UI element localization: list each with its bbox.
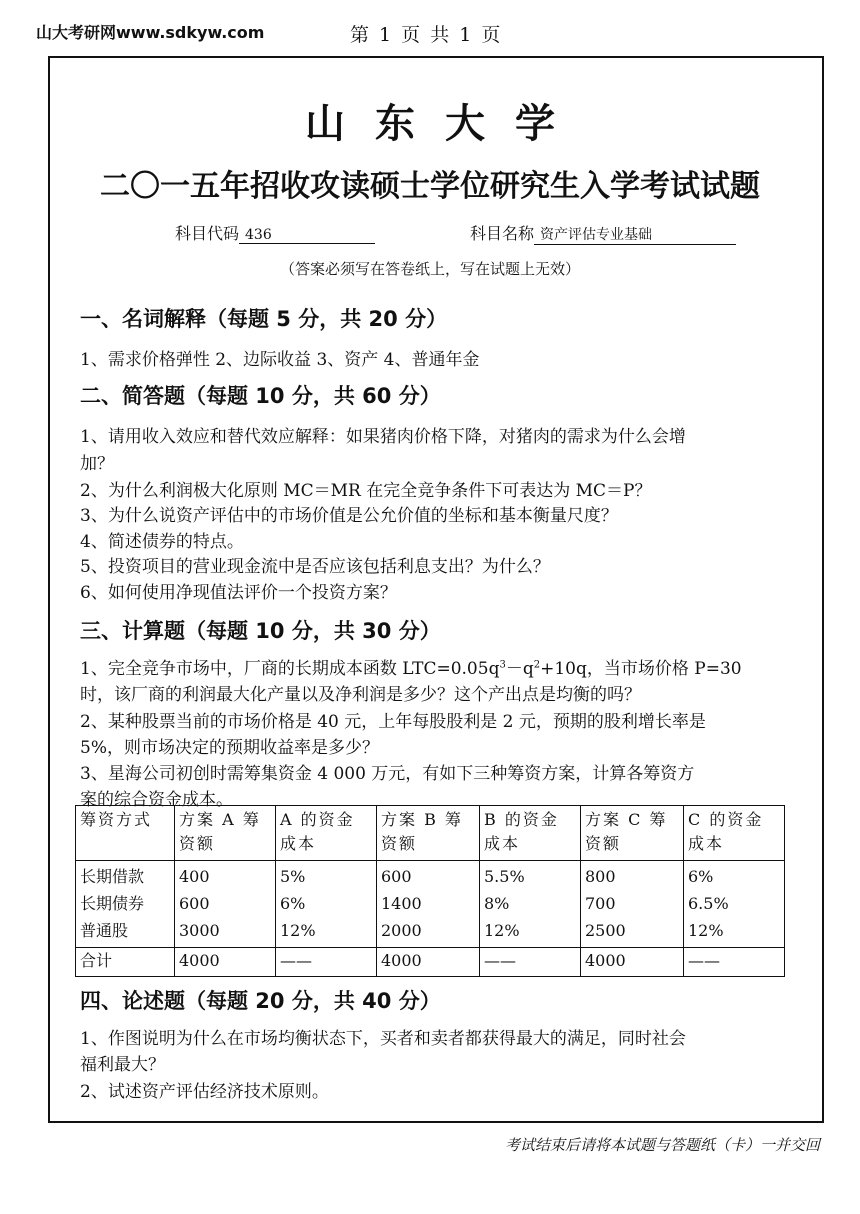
table-cell: 合计 xyxy=(76,948,175,977)
section-2-q3: 3、为什么说资产评估中的市场价值是公允价值的坐标和基本衡量尺度？ xyxy=(80,506,618,526)
q1-sup-3: 3 xyxy=(499,659,506,671)
subject-code-value: 436 xyxy=(239,227,375,244)
table-cell: 800 xyxy=(585,867,616,886)
table-col-a-amount xyxy=(175,861,276,948)
table-col-method xyxy=(76,861,175,948)
table-cell: 12% xyxy=(280,921,316,940)
table-cell: 5.5% xyxy=(484,867,525,886)
section-3-q1-line2: 时，该厂商的利润最大化产量以及净利润是多少？这个产出点是均衡的吗？ xyxy=(80,685,641,705)
section-3-q1-line1 xyxy=(80,654,742,679)
table-col-b-cost xyxy=(480,861,581,948)
q1-text-c: +10q，当市场价格 P=30 xyxy=(540,659,742,679)
table-cell: 长期借款 xyxy=(80,867,145,886)
table-cell: 8% xyxy=(484,894,510,913)
table-cell: 2000 xyxy=(381,921,422,940)
table-cell: 普通股 xyxy=(80,921,129,940)
table-header-cell: B 的资金成本 xyxy=(480,806,581,861)
financing-table xyxy=(75,805,785,977)
table-header-cell: 方案 B 筹资额 xyxy=(377,806,480,861)
table-header-cell: 方案 C 筹资额 xyxy=(581,806,684,861)
table-header-cell: A 的资金成本 xyxy=(276,806,377,861)
subject-code-label: 科目代码 xyxy=(175,224,240,243)
section-3-q2-line1: 2、某种股票当前的市场价格是 40 元，上年每股股利是 2 元，预期的股利增长率是 xyxy=(80,712,706,732)
table-cell: 4000 xyxy=(377,948,480,977)
subject-name-value: 资产评估专业基础 xyxy=(534,224,736,245)
table-header-row xyxy=(76,806,785,861)
table-cell: —— xyxy=(684,948,785,977)
table-cell: 5% xyxy=(280,867,306,886)
section-1-title: 一、名词解释（每题 5 分，共 20 分） xyxy=(80,307,448,331)
section-4-title: 四、论述题（每题 20 分，共 40 分） xyxy=(80,989,441,1013)
table-col-a-cost xyxy=(276,861,377,948)
table-cell: 700 xyxy=(585,894,616,913)
table-cell: 12% xyxy=(484,921,520,940)
section-2-q6: 6、如何使用净现值法评价一个投资方案？ xyxy=(80,583,397,603)
table-cell: 400 xyxy=(179,867,210,886)
table-header-cell: 筹资方式 xyxy=(76,806,175,861)
table-cell: —— xyxy=(276,948,377,977)
section-4-q1-line1: 1、作图说明为什么在市场均衡状态下，买者和卖者都获得最大的满足，同时社会 xyxy=(80,1029,686,1049)
table-col-b-amount xyxy=(377,861,480,948)
footer-note: 考试结束后请将本试题与答题纸（卡）一并交回 xyxy=(504,1136,820,1154)
section-2-q1-line2: 加？ xyxy=(80,454,114,474)
q1-sup-2: 2 xyxy=(533,659,541,671)
section-3-q3-line1: 3、星海公司初创时需筹集资金 4 000 万元，有如下三种筹资方案，计算各筹资方 xyxy=(80,764,695,784)
table-col-c-amount xyxy=(581,861,684,948)
page-number: 第 1 页 共 1 页 xyxy=(350,24,503,46)
section-2-q1-line1: 1、请用收入效应和替代效应解释：如果猪肉价格下降，对猪肉的需求为什么会增 xyxy=(80,427,686,447)
section-2-q4: 4、简述债券的特点。 xyxy=(80,532,244,552)
table-cell: 6% xyxy=(280,894,306,913)
table-header-cell: C 的资金成本 xyxy=(684,806,785,861)
table-cell: 4000 xyxy=(581,948,684,977)
table-cell: 长期债券 xyxy=(80,894,145,913)
section-3-title: 三、计算题（每题 10 分，共 30 分） xyxy=(80,619,441,643)
section-2-title: 二、简答题（每题 10 分，共 60 分） xyxy=(80,384,441,408)
table-total-row xyxy=(76,948,785,977)
table-body-row xyxy=(76,861,785,948)
q1-text-a: 1、完全竞争市场中，厂商的长期成本函数 LTC=0.05q xyxy=(80,659,500,679)
university-name: 山东大学 xyxy=(305,101,585,147)
subject-name-label: 科目名称 xyxy=(470,224,535,243)
table-cell: 600 xyxy=(381,867,412,886)
table-cell: 1400 xyxy=(381,894,422,913)
exam-title: 二〇一五年招收攻读硕士学位研究生入学考试试题 xyxy=(100,169,760,204)
table-cell: 4000 xyxy=(175,948,276,977)
table-cell: 6% xyxy=(688,867,714,886)
table-header-cell: 方案 A 筹资额 xyxy=(175,806,276,861)
section-3-q2-line2: 5%，则市场决定的预期收益率是多少？ xyxy=(80,738,379,758)
table-cell: 2500 xyxy=(585,921,626,940)
table-cell: 6.5% xyxy=(688,894,729,913)
section-1-items: 1、需求价格弹性 2、边际收益 3、资产 4、普通年金 xyxy=(80,350,480,370)
watermark-text: 山大考研网www.sdkyw.com xyxy=(36,23,265,42)
section-4-q1-line2: 福利最大？ xyxy=(80,1055,165,1075)
answer-note: （答案必须写在答卷纸上，写在试题上无效） xyxy=(279,260,580,278)
table-cell: 3000 xyxy=(179,921,220,940)
section-2-q5: 5、投资项目的营业现金流中是否应该包括利息支出？为什么？ xyxy=(80,557,550,577)
table-cell: —— xyxy=(480,948,581,977)
section-4-q2: 2、试述资产评估经济技术原则。 xyxy=(80,1082,329,1102)
table-cell: 600 xyxy=(179,894,210,913)
section-2-q2: 2、为什么利润极大化原则 MC＝MR 在完全竞争条件下可表达为 MC＝P？ xyxy=(80,481,652,501)
subject-code xyxy=(175,221,375,244)
q1-text-b: －q xyxy=(505,659,534,679)
subject-name xyxy=(470,221,736,245)
section-3-q3-line2: 案的综合资金成本。 xyxy=(80,790,233,810)
table-cell: 12% xyxy=(688,921,724,940)
table-col-c-cost xyxy=(684,861,785,948)
